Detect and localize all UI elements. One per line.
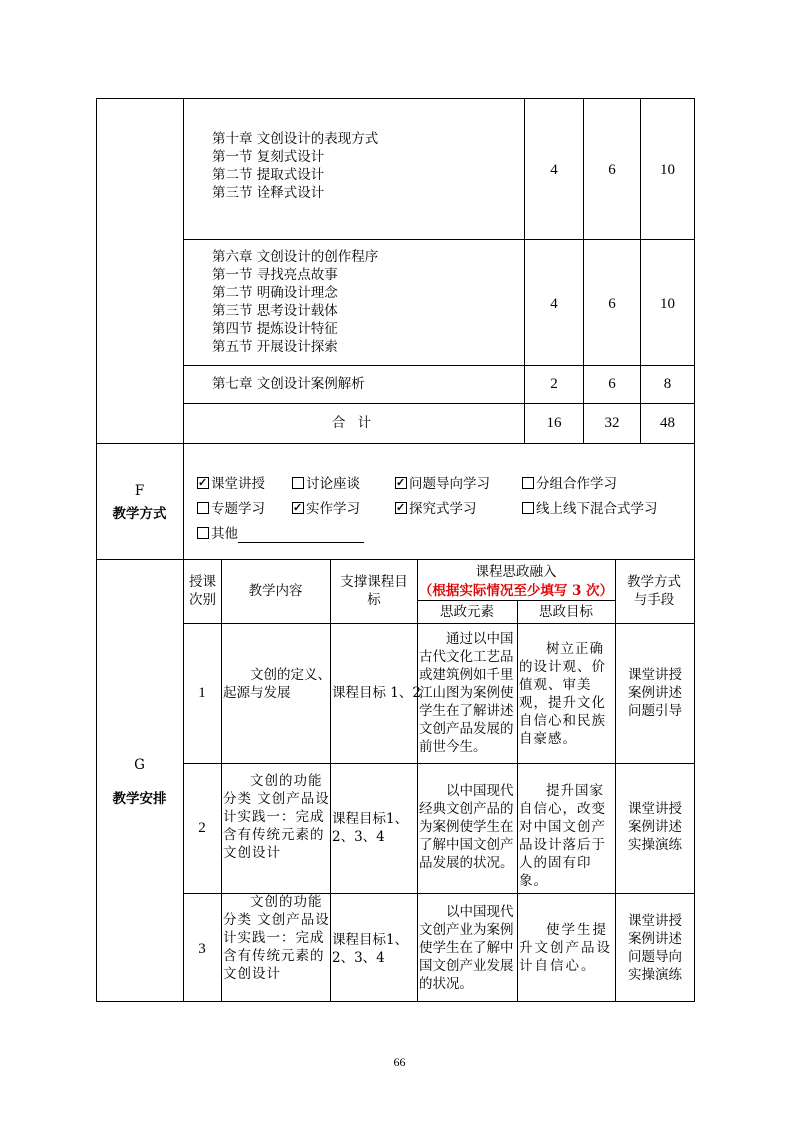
option-label: 其他 <box>211 526 238 542</box>
header-target: 思政目标 <box>539 604 593 620</box>
divider <box>183 98 184 443</box>
divider <box>183 239 695 240</box>
divider <box>96 559 695 560</box>
chapter-line: 第四节 提炼设计特征 <box>212 321 338 337</box>
chapter-line: 第六章 文创设计的创作程序 <box>212 249 379 265</box>
method-line: 案例讲述 <box>628 819 682 835</box>
checkbox-checked-icon[interactable] <box>292 502 304 514</box>
header-session: 授课次别 <box>189 574 216 608</box>
chapter-3-hours-c: 8 <box>663 376 672 392</box>
chapter-line: 第二节 明确设计理念 <box>212 285 338 301</box>
page-number: 66 <box>393 1055 406 1069</box>
option-label: 问题导向学习 <box>409 476 490 492</box>
option-inquiry[interactable] <box>395 500 477 518</box>
divider <box>183 559 184 1002</box>
divider <box>517 600 518 1002</box>
total-hours-b: 32 <box>604 415 620 431</box>
row-1-method <box>615 666 695 720</box>
method-line: 问题引导 <box>628 703 682 719</box>
option-label: 分组合作学习 <box>536 476 617 492</box>
method-line: 课堂讲授 <box>628 801 682 817</box>
method-line: 问题导向 <box>628 949 682 965</box>
row-3-content: 文创的功能分类 文创产品设计实践一：完成含有传统元素的文创设计 <box>223 894 330 982</box>
option-other[interactable] <box>197 525 364 543</box>
option-blended[interactable] <box>522 500 658 518</box>
method-line: 课堂讲授 <box>628 913 682 929</box>
option-problem-based[interactable] <box>395 475 490 493</box>
method-line: 案例讲述 <box>628 931 682 947</box>
table-border-left <box>96 98 97 1002</box>
row-2-content: 文创的功能分类 文创产品设计实践一：完成含有传统元素的文创设计 <box>223 773 330 861</box>
section-f-title: 教学方式 <box>112 506 167 522</box>
table-border-bottom <box>96 1001 695 1002</box>
chapter-row-1-content <box>212 130 378 202</box>
chapter-3-hours-a: 2 <box>550 376 558 392</box>
checkbox-icon[interactable] <box>197 527 209 539</box>
chapter-2-hours-c: 10 <box>660 296 675 312</box>
header-ideology: 课程思政融入 <box>475 564 557 580</box>
checkbox-checked-icon[interactable] <box>197 477 209 489</box>
row-2-goal: 课程目标1、2、3、4 <box>332 811 409 845</box>
chapter-line: 第三节 思考设计载体 <box>212 303 338 319</box>
chapter-line: 第一节 复刻式设计 <box>212 149 325 165</box>
chapter-2-hours-a: 4 <box>550 296 558 312</box>
divider <box>417 600 615 601</box>
chapter-1-hours-b: 6 <box>608 162 616 178</box>
row-2-element: 以中国现代经典文创产品的为案例使学生在了解中国文创产品发展的状况。 <box>419 783 514 871</box>
divider <box>183 365 695 366</box>
row-3-element: 以中国现代文创产业为案例使学生在了解中国文创产业发展的状况。 <box>419 904 514 992</box>
other-input-line[interactable] <box>238 528 364 543</box>
chapter-line: 第三节 诠释式设计 <box>212 185 325 201</box>
option-label: 探究式学习 <box>409 501 477 517</box>
row-1-no: 1 <box>198 685 206 701</box>
section-g-title: 教学安排 <box>112 791 167 807</box>
method-line: 实操演练 <box>628 837 682 853</box>
chapter-line: 第一节 寻找亮点故事 <box>212 267 338 283</box>
total-hours-a: 16 <box>546 415 562 431</box>
option-label: 课堂讲授 <box>211 476 265 492</box>
divider <box>221 559 222 1002</box>
chapter-line: 第五节 开展设计探索 <box>212 339 338 355</box>
option-label: 专题学习 <box>211 501 265 517</box>
header-method: 教学方式与手段 <box>627 574 681 608</box>
option-label: 讨论座谈 <box>306 476 360 492</box>
chapter-3-hours-b: 6 <box>608 376 616 392</box>
chapter-line: 第七章 文创设计案例解析 <box>212 376 365 392</box>
checkbox-icon[interactable] <box>522 502 534 514</box>
table-border-right <box>694 98 695 1002</box>
row-3-target: 使学生提升文创产品设计自信心。 <box>519 922 612 974</box>
checkbox-icon[interactable] <box>292 477 304 489</box>
row-2-target: 提升国家自信心，改变对中国文创产品设计落后于人的固有印象。 <box>519 783 606 889</box>
option-label: 实作学习 <box>306 501 360 517</box>
checkbox-checked-icon[interactable] <box>395 477 407 489</box>
divider <box>183 403 695 404</box>
chapter-line: 第十章 文创设计的表现方式 <box>212 131 379 147</box>
divider <box>96 443 695 444</box>
chapter-row-2-content <box>212 248 378 356</box>
header-content: 教学内容 <box>248 583 303 599</box>
chapter-1-hours-c: 10 <box>660 162 675 178</box>
row-2-no: 2 <box>198 820 206 836</box>
section-f-code: F <box>134 483 145 499</box>
checkbox-checked-icon[interactable] <box>395 502 407 514</box>
row-2-method <box>615 800 695 854</box>
table-border-top <box>96 98 695 99</box>
chapter-1-hours-a: 4 <box>550 162 558 178</box>
row-3-method <box>615 912 695 984</box>
row-1-element: 通过以中国古代文化工艺品或建筑例如千里江山图为案例使学生在了解讲述文创产品发展的前世今生。 <box>419 631 514 755</box>
row-1-target: 树立正确的设计观、价值观、审美观，提升文化自信心和民族自豪感。 <box>519 641 606 747</box>
row-3-no: 3 <box>198 941 206 957</box>
option-label: 线上线下混合式学习 <box>536 501 658 517</box>
option-practice[interactable] <box>292 500 360 518</box>
row-1-goal: 课程目标 1、2 <box>332 685 421 701</box>
header-ideology-note: （根据实际情况至少填写 3 次） <box>418 583 614 599</box>
divider <box>183 623 695 624</box>
total-label: 合 计 <box>331 415 376 431</box>
header-element: 思政元素 <box>440 604 494 620</box>
row-1-content: 文创的定义、起源与发展 <box>223 667 331 701</box>
row-3-goal: 课程目标1、2、3、4 <box>332 932 409 966</box>
option-group-cooperation[interactable] <box>522 475 617 493</box>
method-line: 案例讲述 <box>628 685 682 701</box>
divider <box>183 763 695 764</box>
section-g-code: G <box>134 757 145 773</box>
option-lecture[interactable] <box>197 475 265 493</box>
method-line: 课堂讲授 <box>628 667 682 683</box>
checkbox-icon[interactable] <box>197 502 209 514</box>
method-line: 实操演练 <box>628 967 682 983</box>
option-topic-study[interactable] <box>197 500 265 518</box>
divider <box>183 443 184 559</box>
option-discussion[interactable] <box>292 475 360 493</box>
checkbox-icon[interactable] <box>522 477 534 489</box>
header-goal: 支撑课程目标 <box>340 574 408 608</box>
chapter-2-hours-b: 6 <box>608 296 616 312</box>
total-hours-c: 48 <box>660 415 675 431</box>
chapter-line: 第二节 提取式设计 <box>212 167 325 183</box>
